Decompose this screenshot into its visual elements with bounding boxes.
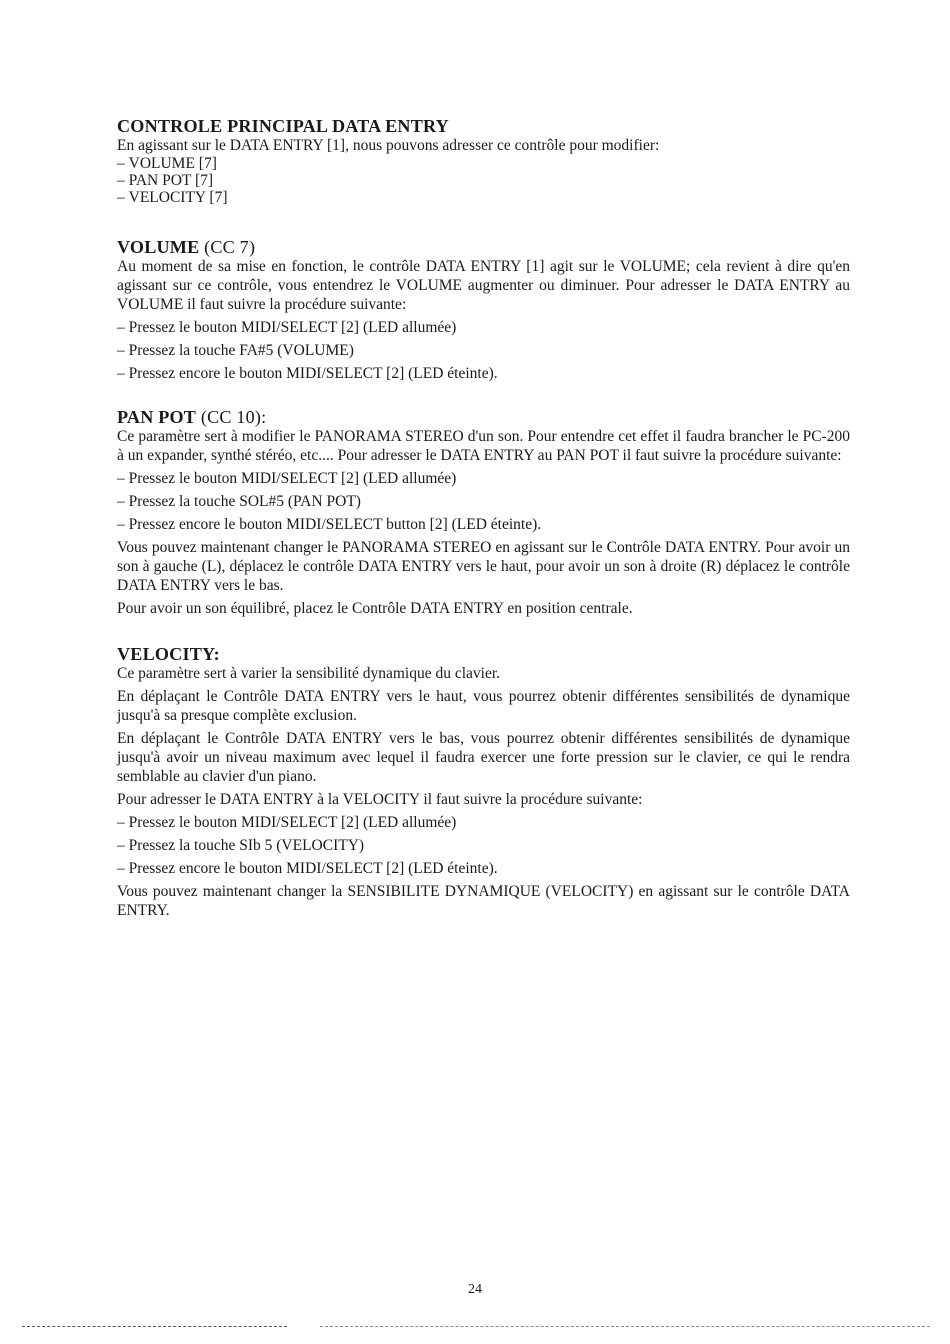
- paragraph: En agissant sur le DATA ENTRY [1], nous pouvons adresser ce contrôle pour modifier:: [117, 137, 660, 154]
- section-heading: [117, 117, 850, 136]
- heading-suffix: (CC 10):: [196, 407, 267, 427]
- paragraph: Pour adresser le DATA ENTRY à la VELOCITY il faut suivre la procédure suivante:: [117, 791, 643, 808]
- heading-text: PAN POT: [117, 407, 197, 427]
- paragraph: Pour avoir un son équilibré, placez le Contrôle DATA ENTRY en position centrale.: [117, 600, 633, 617]
- section-heading: [117, 408, 850, 427]
- paragraph: Vous pouvez maintenant changer le PANORAMA STEREO en agissant sur le Contrôle DATA ENTRY. Pour avoir un son à gauche (L), déplacez le contrôle DATA ENTRY vers le haut, pour avoir un son à droite (R) déplacez le contrôle DATA ENTRY vers le bas.: [117, 539, 850, 594]
- section-volume: [117, 238, 850, 383]
- list-item: – VELOCITY [7]: [117, 189, 850, 206]
- list-item: – Pressez la touche SOL#5 (PAN POT): [117, 492, 850, 511]
- divider: [22, 1326, 287, 1327]
- list-item: – Pressez le bouton MIDI/SELECT [2] (LED allumée): [117, 813, 850, 832]
- heading-text: VOLUME: [117, 237, 200, 257]
- procedure-list: [117, 813, 850, 878]
- list-item: – Pressez encore le bouton MIDI/SELECT [2] (LED éteinte).: [117, 859, 850, 878]
- section-heading: [117, 645, 850, 664]
- divider: [320, 1326, 930, 1327]
- procedure-list: [117, 318, 850, 383]
- list-item: – Pressez la touche FA#5 (VOLUME): [117, 341, 850, 360]
- section-heading: [117, 238, 850, 257]
- section-velocity: [117, 645, 850, 920]
- paragraph: En déplaçant le Contrôle DATA ENTRY vers le bas, vous pourrez obtenir différentes sensibilités de dynamique jusqu'à avoir un niveau maximum avec lequel il faudra exercer une forte pression sur le clavier, ce qui le rendra semblable au clavier d'un piano.: [117, 730, 850, 785]
- page-content: [117, 117, 850, 920]
- parameter-list: [117, 155, 850, 206]
- heading-suffix: (CC 7): [199, 237, 256, 257]
- list-item: – Pressez encore le bouton MIDI/SELECT [2] (LED éteinte).: [117, 364, 850, 383]
- list-item: – Pressez la touche SIb 5 (VELOCITY): [117, 836, 850, 855]
- list-item: – Pressez le bouton MIDI/SELECT [2] (LED allumée): [117, 469, 850, 488]
- paragraph: Ce paramètre sert à varier la sensibilité dynamique du clavier.: [117, 665, 501, 682]
- list-item: – Pressez le bouton MIDI/SELECT [2] (LED allumée): [117, 318, 850, 337]
- list-item: – Pressez encore le bouton MIDI/SELECT button [2] (LED éteinte).: [117, 515, 850, 534]
- list-item: – PAN POT [7]: [117, 172, 850, 189]
- paragraph: Vous pouvez maintenant changer la SENSIBILITE DYNAMIQUE (VELOCITY) en agissant sur le contrôle DATA ENTRY.: [117, 883, 850, 919]
- page-number: 24: [468, 1282, 482, 1297]
- heading-text: CONTROLE PRINCIPAL DATA ENTRY: [117, 116, 449, 136]
- procedure-list: [117, 469, 850, 534]
- section-pan-pot: [117, 408, 850, 618]
- heading-text: VELOCITY:: [117, 644, 220, 664]
- paragraph: Au moment de sa mise en fonction, le contrôle DATA ENTRY [1] agit sur le VOLUME; cela revient à dire qu'en agissant sur ce contrôle, vous entendrez le VOLUME augmenter ou diminuer. Pour adresser le DATA ENTRY au VOLUME il faut suivre la procédure suivante:: [117, 258, 850, 313]
- list-item: – VOLUME [7]: [117, 155, 850, 172]
- section-data-entry: [117, 117, 850, 206]
- paragraph: En déplaçant le Contrôle DATA ENTRY vers le haut, vous pourrez obtenir différentes sensibilités de dynamique jusqu'à sa presque complète exclusion.: [117, 688, 850, 724]
- paragraph: Ce paramètre sert à modifier le PANORAMA STEREO d'un son. Pour entendre cet effet il faudra brancher le PC-200 à un expander, synthé stéréo, etc.... Pour adresser le DATA ENTRY au PAN POT il faut suivre la procédure suivante:: [117, 428, 850, 464]
